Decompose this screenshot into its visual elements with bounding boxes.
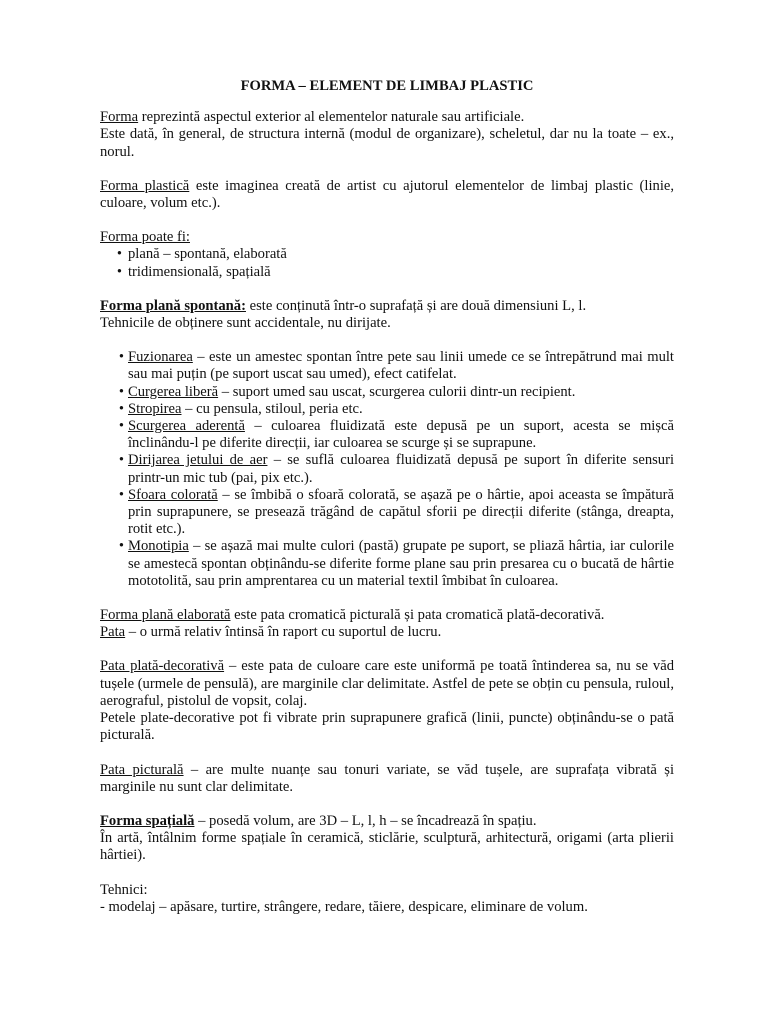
term-forma-spatiala: Forma spațială xyxy=(100,812,195,829)
forma-types-list xyxy=(100,246,674,280)
term-forma-plastica: Forma plastică xyxy=(100,177,190,194)
list-item: • Monotipia – se așază mai multe culori (pastă) grupate pe suport, se pliază hârtia, iar culorile se amestecă spontan obținându-se diferite forme plane sau prin presarea cu o bucată de hârtie mototolită, sau prin amprentarea cu un material textil îmbibat în culoarea. xyxy=(100,538,674,590)
list-item: • Sfoara colorată – se îmbibă o sfoară colorată, se așază pe o hârtie, apoi aceasta se împătură prin suprapunere, se presează trăgând de capătul sforii pe direcții diferite (stânga, dreapta, rotit etc.). xyxy=(100,487,674,539)
term-pata-plata-decorativa: Pata plată-decorativă xyxy=(100,658,225,675)
document-content xyxy=(100,78,674,916)
techniques-list xyxy=(100,349,674,590)
list-item: • tridimensională, spațială xyxy=(100,264,674,281)
paragraph-forma-plana-elaborata: Forma plană elaborată este pata cromatică picturală și pata cromatică plată-decorativă. xyxy=(100,607,605,624)
paragraph-forma-plana-spontana: Forma plană spontană: este conținută într-o suprafață și are două dimensiuni L, l. xyxy=(100,297,587,314)
paragraph-pata: Pata – o urmă relativ întinsă în raport cu suportul de lucru. xyxy=(100,624,442,641)
paragraph-tehnici-accidentale: Tehnicile de obținere sunt accidentale, nu dirijate. xyxy=(100,315,391,332)
paragraph-forma-structure: Este dată, în general, de structura internă (modul de organizare), scheletul, dar nu la toate – ex., norul. xyxy=(100,126,674,160)
list-item: • Stropirea – cu pensula, stiloul, peria etc. xyxy=(100,401,674,418)
tehnici-heading: Tehnici: xyxy=(100,881,148,898)
paragraph-pata-picturala: Pata picturală – are multe nuanțe sau tonuri variate, se văd tușele, are suprafața vibrată și marginile nu sunt clar delimitate. xyxy=(100,761,674,795)
paragraph-forma-spatiala: Forma spațială – posedă volum, are 3D – L, l, h – se încadrează în spațiu. xyxy=(100,812,537,829)
list-item: • Fuzionarea – este un amestec spontan între pete sau linii umede ce se întrepătrund mai mult sau mai puțin (pe suport uscat sau umed), efect catifelat. xyxy=(100,349,674,383)
list-item: • plană – spontană, elaborată xyxy=(100,246,674,263)
paragraph-forme-spatiale-arta: În artă, întâlnim forme spațiale în ceramică, sticlărie, sculptură, arhitectură, origami (arta plierii hârtiei). xyxy=(100,830,674,864)
term-forma-plana-spontana: Forma plană spontană: xyxy=(100,297,246,314)
list-item: • Scurgerea aderentă – culoarea fluidizată este depusă pe un suport, acesta se mișcă înclinându-l pe diferite direcții, iar culoarea se scurge și se suprapune. xyxy=(100,418,674,452)
paragraph-forma: Forma reprezintă aspectul exterior al elementelor naturale sau artificiale. xyxy=(100,109,525,126)
forma-types-heading: Forma poate fi: xyxy=(100,229,190,246)
list-item: • Dirijarea jetului de aer – se suflă culoarea fluidizată depusă pe suport în diferite sensuri printr-un mic tub (pai, pix etc.). xyxy=(100,452,674,486)
paragraph-pete-vibrate: Petele plate-decorative pot fi vibrate prin suprapunere grafică (linii, puncte) obținându-se o pată picturală. xyxy=(100,710,674,744)
list-item: • Curgerea liberă – suport umed sau uscat, scurgerea culorii dintr-un recipient. xyxy=(100,384,674,401)
term-forma: Forma xyxy=(100,109,139,126)
term-forma-plana-elaborata: Forma plană elaborată xyxy=(100,607,231,624)
paragraph-modelaj: - modelaj – apăsare, turtire, strângere, redare, tăiere, despicare, eliminare de volum. xyxy=(100,898,588,915)
term-pata: Pata xyxy=(100,624,126,641)
paragraph-forma-plastica: Forma plastică este imaginea creată de artist cu ajutorul elementelor de limbaj plastic (linie, culoare, volum etc.). xyxy=(100,177,675,212)
page-title: FORMA – ELEMENT DE LIMBAJ PLASTIC xyxy=(240,78,534,94)
paragraph-pata-plata-decorativa: Pata plată-decorativă – este pata de culoare care este uniformă pe toată întinderea sa, nu se văd tușele (urmele de pensulă), are marginile clar delimitate. Astfel de pete se obțin cu pensula, ruloul, aerograful, pistolul de vopsit, colaj. xyxy=(100,658,674,709)
term-pata-picturala: Pata picturală xyxy=(100,761,184,778)
